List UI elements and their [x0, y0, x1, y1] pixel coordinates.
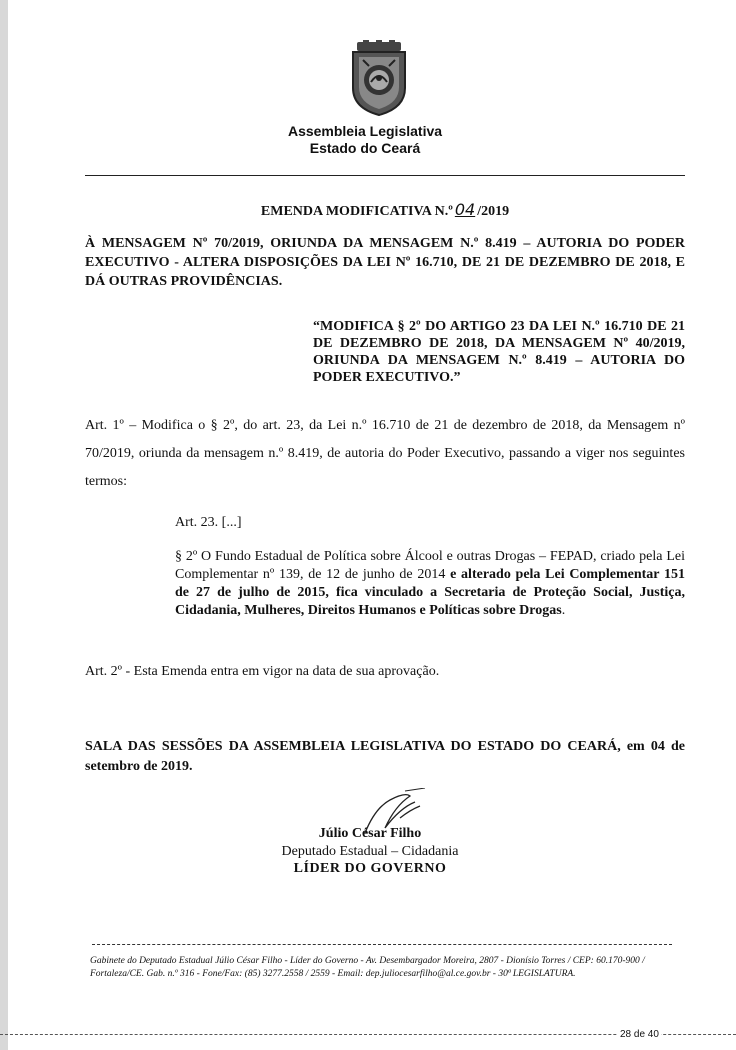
footer-divider	[92, 944, 672, 945]
paragraph-2-bold-text: e alterado pela Lei Complementar 151 de 27 de julho de 2015, fica vinculado a Secretaria de Proteção Social, Justiça, Cidadania, Mulheres, Direitos Humanos e Políticas sobre Drogas	[175, 567, 685, 618]
signatory-role: Deputado Estadual – Cidadania	[281, 844, 459, 859]
header-divider	[85, 175, 685, 176]
article-23-reference: Art. 23. [...]	[175, 515, 242, 530]
amendment-summary: À MENSAGEM Nº 70/2019, ORIUNDA DA MENSAGEM N.º 8.419 – AUTORIA DO PODER EXECUTIVO - ALTERA DISPOSIÇÕES DA LEI Nº 16.710, DE 21 DE DEZEMBRO DE 2018, E DÁ OUTRAS PROVIDÊNCIAS.	[85, 236, 685, 289]
session-hall-statement: SALA DAS SESSÕES DA ASSEMBLEIA LEGISLATIVA DO ESTADO DO CEARÁ, em 04 de setembro de 2019.	[85, 739, 685, 774]
title-suffix: /2019	[477, 204, 510, 219]
title-prefix: EMENDA MODIFICATIVA N.º	[260, 204, 453, 219]
organization-state: Estado do Ceará	[309, 140, 421, 156]
document-title	[85, 200, 685, 220]
footer-line-1: Gabinete do Deputado Estadual Júlio César Filho - Líder do Governo - Av. Desembargador Moreira, 2807 - Dionísio Torres / CEP: 60.170-900 /	[90, 956, 645, 966]
organization-name: Assembleia Legislativa	[287, 123, 443, 139]
article-2: Art. 2º - Esta Emenda entra em vigor na data de sua aprovação.	[85, 664, 440, 679]
state-coat-of-arms-icon	[345, 40, 413, 116]
footer-address	[90, 955, 680, 981]
handwritten-amendment-number: 04	[454, 200, 476, 219]
scan-edge	[0, 0, 8, 1050]
signatory-name: Júlio César Filho	[318, 826, 422, 841]
page-number: 28 de 40	[620, 1029, 659, 1040]
paragraph-2	[175, 548, 685, 620]
paragraph-2-text: § 2º O Fundo Estadual de Política sobre Álcool e outras Drogas – FEPAD, criado pela Lei Complementar nº 139, de 12 de junho de 2014	[175, 549, 685, 582]
signatory-title: LÍDER DO GOVERNO	[293, 861, 447, 876]
amendment-subtitle: “MODIFICA § 2º DO ARTIGO 23 DA LEI N.º 16.710 DE 21 DE DEZEMBRO DE 2018, DA MENSAGEM Nº 40/2019, ORIUNDA DA MENSAGEM N.º 8.419 – AUTORIA DO PODER EXECUTIVO.”	[313, 319, 685, 385]
paragraph-2-end: .	[561, 603, 566, 618]
footer-line-2: Fortaleza/CE. Gab. n.º 316 - Fone/Fax: (85) 3277.2558 / 2559 - Email: dep.juliocesarfilho@al.ce.gov.br - 30ª LEGISLATURA.	[90, 969, 576, 979]
article-1: Art. 1º – Modifica o § 2º, do art. 23, da Lei n.º 16.710 de 21 de dezembro de 2018, da Mensagem nº 70/2019, oriunda da mensagem n.º 8.419, de autoria do Poder Executivo, passando a viger nos seguintes termos:	[85, 418, 685, 489]
